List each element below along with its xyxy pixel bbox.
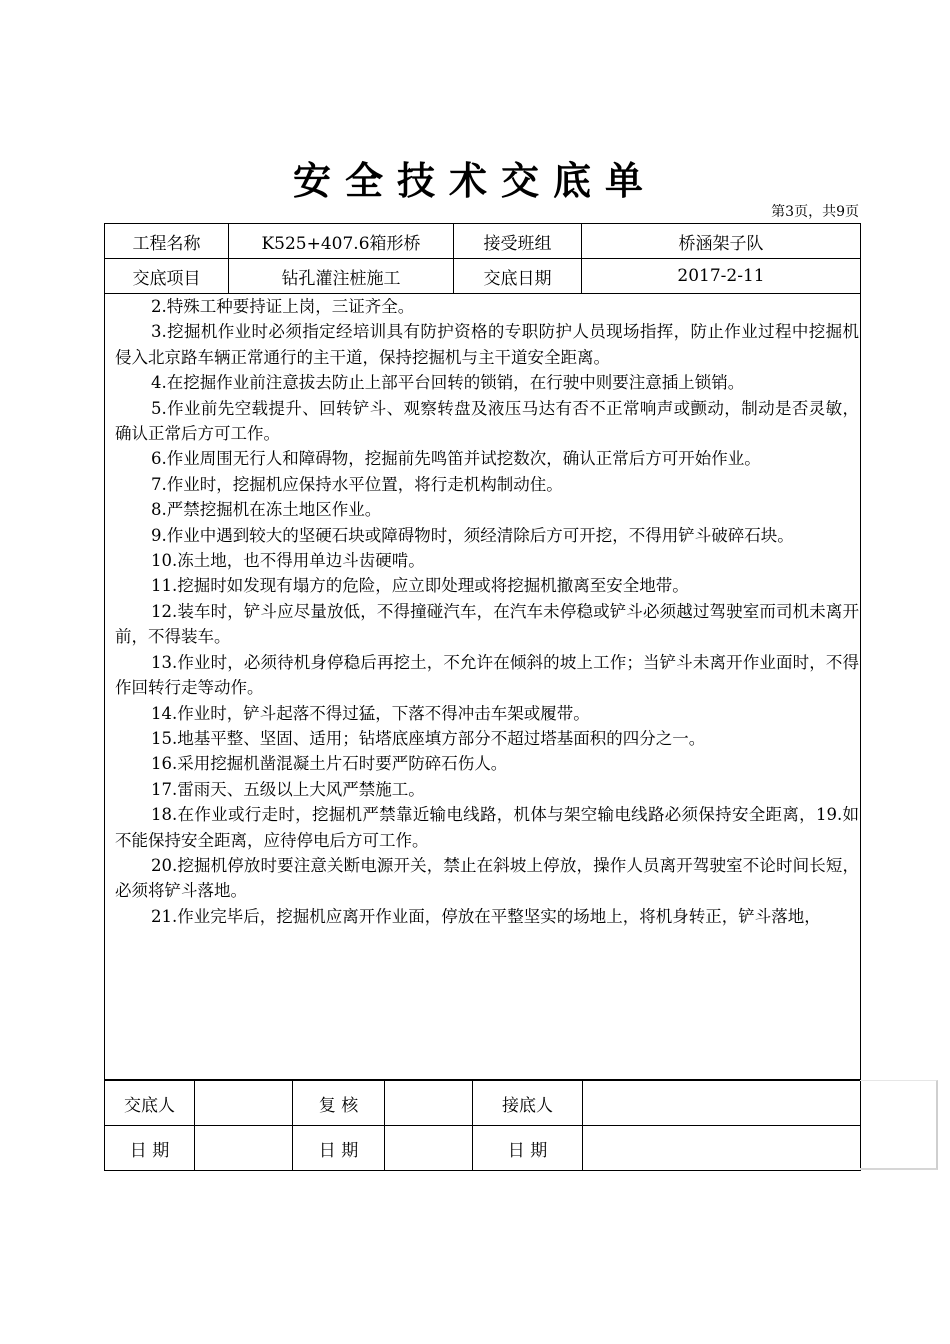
reviewer-date-field[interactable] bbox=[385, 1126, 473, 1171]
reviewer-date-label: 日 期 bbox=[293, 1126, 385, 1171]
reviewer-field[interactable] bbox=[385, 1081, 473, 1126]
receiver-date-label: 日 期 bbox=[473, 1126, 583, 1171]
paragraph: 15.地基平整、坚固、适用；钻塔底座填方部分不超过塔基面积的四分之一。 bbox=[151, 728, 706, 748]
paragraph: 6.作业周围无行人和障碍物，挖掘前先鸣笛并试挖数次，确认正常后方可开始作业。 bbox=[151, 449, 761, 469]
paragraph: 18.在作业或行走时，挖掘机严禁靠近输电线路，机体与架空输电线路必须保持安全距离，19.如不能保持安全距离，应待停电后方可工作。 bbox=[115, 805, 859, 850]
briefing-table bbox=[104, 223, 861, 1080]
project-name-value: K525+407.6箱形桥 bbox=[229, 224, 454, 259]
paragraph: 17.雷雨天、五级以上大风严禁施工。 bbox=[151, 779, 425, 799]
paragraph: 8.严禁挖掘机在冻土地区作业。 bbox=[151, 500, 382, 520]
receiver-date-field[interactable] bbox=[583, 1126, 861, 1171]
content-row bbox=[105, 294, 861, 1080]
reviewer-label: 复 核 bbox=[293, 1081, 385, 1126]
paragraph: 21.作业完毕后，挖掘机应离开作业面，停放在平整坚实的场地上，将机身转正，铲斗落地， bbox=[151, 906, 821, 926]
header-row-item bbox=[105, 259, 861, 294]
paragraph: 3.挖掘机作业时必须指定经培训具有防护资格的专职防护人员现场指挥，防止作业过程中挖掘机侵入北京路车辆正常通行的主干道，保持挖掘机与主干道安全距离。 bbox=[115, 322, 859, 367]
paragraph: 10.冻土地，也不得用单边斗齿硬啃。 bbox=[151, 551, 425, 571]
presenter-date-field[interactable] bbox=[195, 1126, 293, 1171]
team-label: 接受班组 bbox=[454, 224, 582, 259]
item-label: 交底项目 bbox=[105, 259, 229, 294]
page-edge-shadow bbox=[860, 1080, 938, 1170]
paragraph: 2.特殊工种要持证上岗，三证齐全。 bbox=[151, 297, 415, 316]
paragraph: 16.采用挖掘机凿混凝土片石时要严防碎石伤人。 bbox=[151, 754, 508, 774]
receiver-label: 接底人 bbox=[473, 1081, 583, 1126]
paragraph: 9.作业中遇到较大的坚硬石块或障碍物时，须经清除后方可开挖，不得用铲斗破碎石块。 bbox=[151, 525, 794, 545]
presenter-date-label: 日 期 bbox=[105, 1126, 195, 1171]
paragraph: 7.作业时，挖掘机应保持水平位置，将行走机构制动住。 bbox=[151, 474, 563, 494]
paragraph: 11.挖掘时如发现有塌方的危险，应立即处理或将挖掘机撤离至安全地带。 bbox=[151, 576, 689, 596]
presenter-label: 交底人 bbox=[105, 1081, 195, 1126]
receiver-field[interactable] bbox=[583, 1081, 861, 1126]
item-value: 钻孔灌注桩施工 bbox=[229, 259, 454, 294]
page-info: 第3页，共9页 bbox=[771, 204, 859, 220]
team-value: 桥涵架子队 bbox=[582, 224, 861, 259]
paragraph: 13.作业时，必须待机身停稳后再挖土，不允许在倾斜的坡上工作；当铲斗未离开作业面时，不得作回转行走等动作。 bbox=[115, 652, 859, 698]
paragraph: 4.在挖掘作业前注意拔去防止上部平台回转的锁销，在行驶中则要注意插上锁销。 bbox=[151, 373, 745, 393]
header-row-project bbox=[105, 224, 861, 259]
paragraph: 20.挖掘机停放时要注意关断电源开关，禁止在斜坡上停放，操作人员离开驾驶室不论时间长短，必须将铲斗落地。 bbox=[115, 855, 859, 901]
content-body bbox=[105, 294, 861, 1080]
presenter-field[interactable] bbox=[195, 1081, 293, 1126]
project-name-label: 工程名称 bbox=[105, 224, 229, 259]
paragraph: 5.作业前先空载提升、回转铲斗、观察转盘及液压马达有否不正常响声或颤动，制动是否灵敏，确认正常后方可工作。 bbox=[115, 398, 859, 444]
date-value: 2017-2-11 bbox=[582, 259, 861, 294]
date-row bbox=[105, 1126, 861, 1171]
signature-table bbox=[104, 1080, 861, 1171]
signature-row bbox=[105, 1081, 861, 1126]
paragraph: 14.作业时，铲斗起落不得过猛，下落不得冲击车架或履带。 bbox=[151, 703, 590, 723]
document-title: 安全技术交底单 bbox=[292, 158, 657, 203]
date-label: 交底日期 bbox=[454, 259, 582, 294]
paragraph: 12.装车时，铲斗应尽量放低，不得撞碰汽车，在汽车未停稳或铲斗必须越过驾驶室而司机未离开前，不得装车。 bbox=[115, 601, 859, 647]
